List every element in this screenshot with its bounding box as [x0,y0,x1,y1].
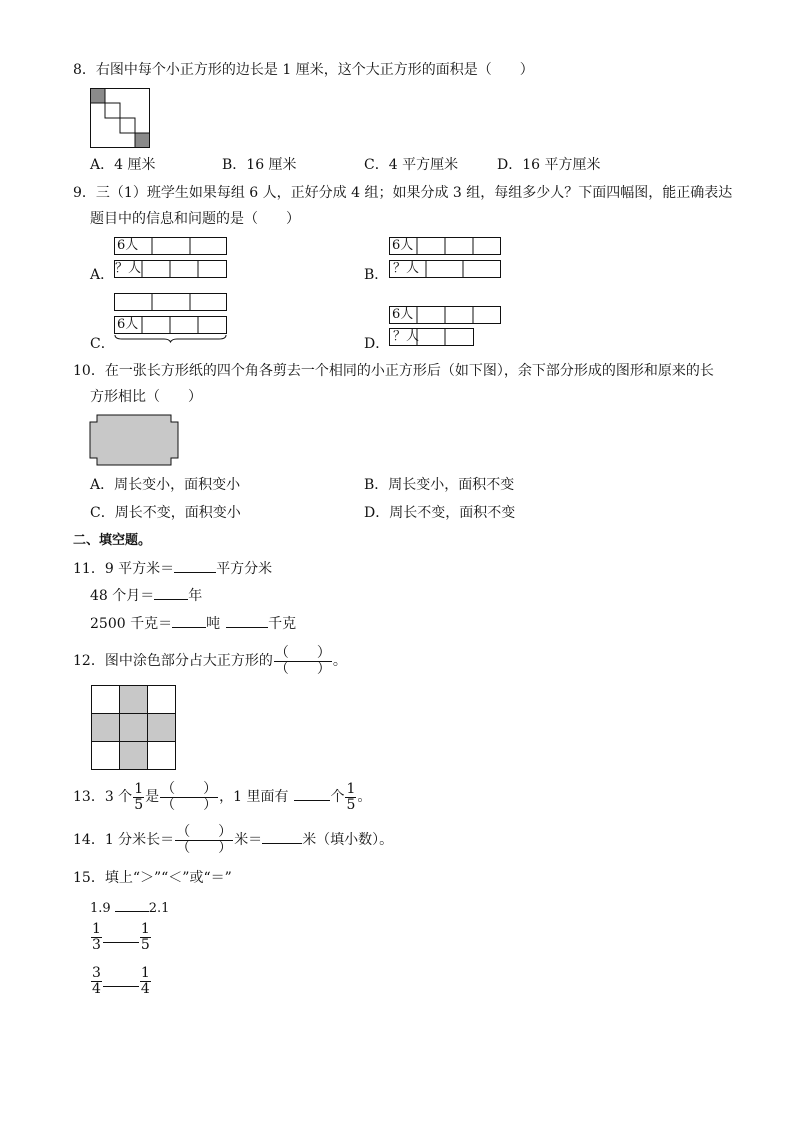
q9-a-six: 6人 [117,238,139,253]
q11-line2 [90,585,202,605]
q15-number: 15． [73,870,105,886]
q9-b-six: 6人 [392,238,414,253]
q13-f1-den: 5 [134,796,144,813]
q15-c1-left: 1.9 [90,901,111,916]
q9-stem-line1 [73,184,732,202]
q14-stem [73,822,393,858]
q9-label-c[interactable]: C． [90,336,115,352]
q9-d-q: ？人 [393,329,420,344]
q15-c3-rd: 4 [140,981,150,997]
q12-number: 12． [73,653,105,669]
q8-text: 右图中每个小正方形的边长是 1 厘米，这个大正方形的面积是（ ） [95,62,534,78]
q12-denominator-blank[interactable]: （ ） [274,660,331,677]
q15-c2-ln: 1 [92,921,101,937]
q11-l3-text: 2500 千克＝ [90,616,173,632]
q12-text: 图中涂色部分占大正方形的 [104,653,273,669]
q11-l1-unit: 平方分米 [216,561,273,577]
q11-blank-3[interactable] [172,613,206,628]
q10-number: 10． [73,363,105,379]
q15-blank-2[interactable] [103,932,139,943]
q14-fraction-blank[interactable] [175,825,233,856]
q15-compare-3 [90,966,152,997]
q10-stem-line2: 方形相比（ ） [90,389,202,405]
q8-number: 8． [73,62,96,78]
q15-c3-left-fraction [91,966,102,997]
q10-text-line1: 在一张长方形纸的四个角各剪去一个相同的小正方形后（如下图），余下部分形成的图形和原来的长 [104,363,714,379]
q14-blank[interactable] [262,829,302,844]
q8-stem [73,61,534,79]
q15-c3-ld: 4 [92,981,101,997]
q11-blank-1[interactable] [174,558,216,573]
q12-stem [73,643,347,679]
q10-cut-corner-rectangle [90,415,180,467]
q8-option-b[interactable]: B．16 厘米 [222,157,297,173]
q13-text-b: 是 [145,789,160,805]
q11-l2-unit: 年 [188,588,203,604]
q9-label-b[interactable]: B． [364,267,389,283]
q13-f1-num: 1 [134,780,144,797]
q13-fraction-one-fifth-2 [345,782,356,813]
q8-option-a[interactable]: A．4 厘米 [90,157,156,173]
q11-l3-unit2: 千克 [268,616,297,632]
q14-text-b: 米＝ [234,832,263,848]
q13-end: 。 [357,789,372,805]
q11-l3-unit1: 吨 [206,616,221,632]
q8-option-c[interactable]: C．4 平方厘米 [364,157,459,173]
q11-line3 [90,613,296,633]
q13-f2-num: 1 [346,780,356,797]
q10-option-c[interactable]: C．周长不变，面积变小 [90,505,241,521]
q15-c3-right-fraction [140,966,151,997]
q13-stem [73,779,371,815]
q14-text-a: 1 分米长＝ [104,832,175,848]
q14-numerator-blank[interactable]: （ ） [176,823,233,840]
q9-label-d[interactable]: D． [364,336,390,352]
q15-text: 填上“＞”“＜”或“＝” [104,870,232,886]
q9-c-six: 6人 [117,317,139,332]
q9-b-q: ？人 [393,261,420,276]
q15-blank-3[interactable] [103,976,139,987]
q10-stem-line1 [73,362,714,380]
q11-line1 [73,558,272,578]
q11-number: 11． [73,561,105,577]
q10-option-d[interactable]: D．周长不变，面积不变 [364,505,516,521]
q10-option-b[interactable]: B．周长变小，面积不变 [364,477,515,493]
q8-staircase-figure [90,88,150,148]
q15-c3-rn: 1 [140,965,150,981]
q13-f2-den: 5 [346,796,356,813]
q13-text-c: ，1 里面有 [219,789,289,805]
q12-numerator-blank[interactable]: （ ） [274,644,331,661]
q14-denominator-blank[interactable]: （ ） [176,839,233,856]
q9-a-q: ？人 [115,261,142,276]
q10-option-a[interactable]: A．周长变小，面积变小 [90,477,241,493]
q11-blank-2[interactable] [154,585,188,600]
q15-c2-right-fraction [140,922,151,953]
q15-c2-ld: 3 [92,937,101,953]
q15-blank-1[interactable] [115,897,149,912]
q8-option-d[interactable]: D．16 平方厘米 [497,157,601,173]
q13-number: 13． [73,789,105,805]
q15-c2-left-fraction [91,922,102,953]
q13-text-a: 3 个 [104,789,133,805]
q9-text-line1: 三（1）班学生如果每组 6 人，正好分成 4 组；如果分成 3 组，每组多少人？下面四幅图，能正确表达 [95,185,733,201]
q12-grid-figure [91,685,177,771]
q13-fraction-one-fifth [133,782,144,813]
q13-blank[interactable] [294,786,330,801]
q15-stem [73,869,232,887]
q15-c3-ln: 3 [92,965,101,981]
q11-l1-text: 9 平方米＝ [104,561,175,577]
q11-blank-4[interactable] [226,613,268,628]
q15-c2-rd: 5 [140,937,150,953]
q9-d-six: 6人 [392,307,414,322]
q9-number: 9． [73,185,96,201]
q15-c1-right: 2.1 [148,901,170,916]
section-heading-fill-in: 二、填空题。 [73,533,152,548]
q13-fraction-blank[interactable] [160,782,218,813]
q15-compare-2 [90,922,152,953]
q13-text-d: 个 [330,789,345,805]
q11-l2-text: 48 个月＝ [90,588,155,604]
q14-text-c: 米（填小数）。 [302,832,394,848]
q12-fraction-blank[interactable] [274,646,332,677]
q14-number: 14． [73,832,105,848]
q13-numerator-blank[interactable]: （ ） [161,780,218,797]
q15-compare-1 [90,897,169,918]
q13-denominator-blank[interactable]: （ ） [161,796,218,813]
q15-c2-rn: 1 [140,921,150,937]
q9-label-a[interactable]: A． [90,267,115,283]
q9-stem-line2: 题目中的信息和问题的是（ ） [90,211,300,227]
q12-end: 。 [332,653,347,669]
